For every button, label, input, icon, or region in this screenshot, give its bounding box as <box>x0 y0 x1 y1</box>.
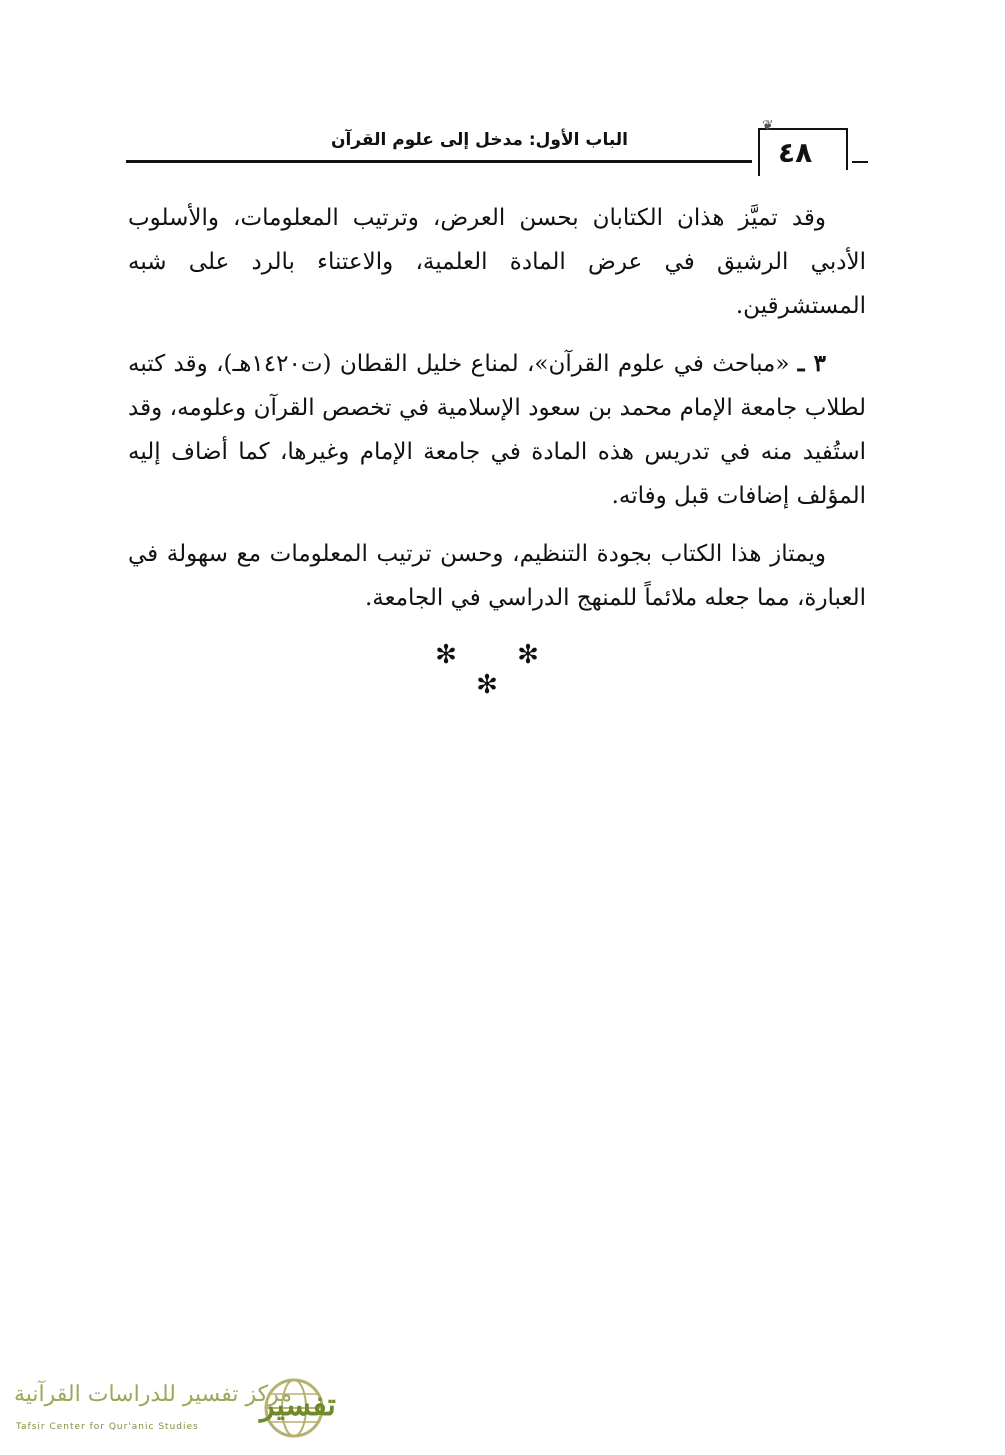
body-text <box>128 196 866 634</box>
logo-mark-text: تفسير <box>260 1388 336 1423</box>
section-separator: ✻ ✻ ✻ <box>435 640 565 700</box>
page-number: ٤٨ <box>778 136 813 169</box>
corner-ornament-icon: ❦ <box>762 118 774 134</box>
header-rule <box>126 160 752 163</box>
book-title: «مباحث في علوم القرآن» <box>534 351 790 377</box>
paragraph-3: ويمتاز هذا الكتاب بجودة التنظيم، وحسن ترتيب المعلومات مع سهولة في العبارة، مما جعله ملائماً للمنهج الدراسي في الجامعة. <box>128 541 866 611</box>
paragraph-2 <box>128 342 866 518</box>
page-number-frame <box>758 128 848 176</box>
paragraph-1: وقد تميَّز هذان الكتابان بحسن العرض، وترتيب المعلومات، والأسلوب الأدبي الرشيق في عرض المادة العلمية، والاعتناء بالرد على شبه المستشرقين. <box>128 205 866 319</box>
page-header <box>126 118 868 178</box>
footer-logo <box>14 1372 344 1442</box>
paragraph-2-text: ، لمناع خليل القطان (ت١٤٢٠هـ)، وقد كتبه لطلاب جامعة الإمام محمد بن سعود الإسلامية في تخصص القرآن وعلومه، وقد استُفيد منه في تدريس هذه المادة في جامعة الإمام وغيرها، كما أضاف إليه المؤلف إضافات قبل وفاته. <box>128 351 866 509</box>
logo-arabic-text: مركز تفسير للدراسات القرآنية <box>14 1382 293 1407</box>
corner-tick <box>852 161 868 163</box>
chapter-title: الباب الأول: مدخل إلى علوم القرآن <box>330 130 628 150</box>
logo-english-text: Tafsir Center for Qur'anic Studies <box>16 1422 199 1432</box>
item-number: ٣ ـ <box>797 350 826 377</box>
